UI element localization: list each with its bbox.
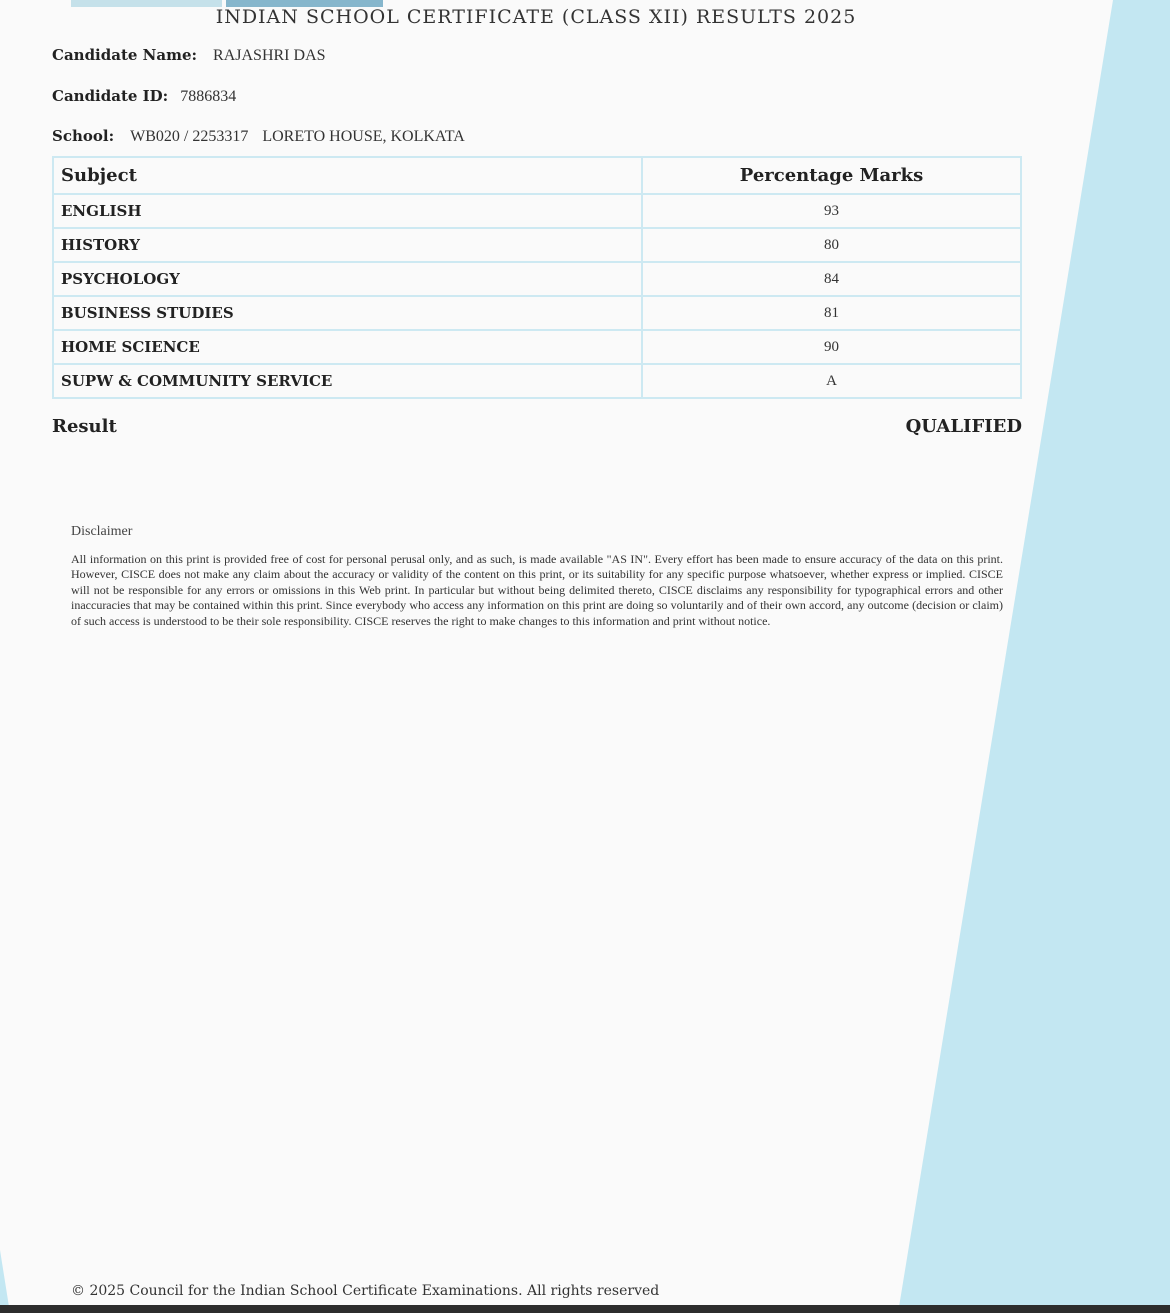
subject-cell: PSYCHOLOGY <box>53 262 642 296</box>
candidate-name-value: RAJASHRI DAS <box>213 47 326 64</box>
marks-cell: 81 <box>642 296 1021 330</box>
result-value: QUALIFIED <box>905 416 1022 437</box>
table-row <box>53 296 1021 330</box>
table-row <box>53 364 1021 398</box>
marks-cell: 90 <box>642 330 1021 364</box>
result-label: Result <box>52 416 117 437</box>
candidate-name-label: Candidate Name: <box>52 46 198 64</box>
marks-column-header: Percentage Marks <box>642 157 1021 194</box>
table-row <box>53 194 1021 228</box>
table-row <box>53 330 1021 364</box>
marks-cell: 80 <box>642 228 1021 262</box>
candidate-id-label: Candidate ID: <box>52 87 169 105</box>
disclaimer-title: Disclaimer <box>71 524 133 539</box>
marks-cell: A <box>642 364 1021 398</box>
table-header-row <box>53 157 1021 194</box>
subject-cell: ENGLISH <box>53 194 642 228</box>
subject-column-header: Subject <box>53 157 642 194</box>
marks-table <box>52 156 1022 399</box>
table-row <box>53 262 1021 296</box>
bottom-strip <box>0 1305 1170 1313</box>
disclaimer-text: All information on this print is provided free of cost for personal perusal only, and as such, is made available "AS IN". Every effort has been made to ensure accuracy of the data on this print. However, CISCE does not make any claim about the accuracy or validity of the content on this print, or its suitability for any specific purpose whatsoever, whether express or implied. CISCE will not be responsible for any errors or omissions in this Web print. In particular but without being delimited thereto, CISCE disclaims any responsibility for typographical errors and other inaccuracies that may be contained within this print. Since everybody who access any information on this print are doing so voluntarily and of their own accord, any outcome (decision or claim) of such access is understood to be their sole responsibility. CISCE reserves the right to make changes to this information and print without notice. <box>71 552 1003 628</box>
candidate-name-row <box>52 46 326 65</box>
page-title: INDIAN SCHOOL CERTIFICATE (CLASS XII) RESULTS 2025 <box>215 6 857 28</box>
table-row <box>53 228 1021 262</box>
candidate-id-value: 7886834 <box>180 88 237 105</box>
school-name: LORETO HOUSE, KOLKATA <box>262 128 465 145</box>
school-row <box>52 127 465 146</box>
school-code: WB020 / 2253317 <box>130 128 249 145</box>
copyright-footer: © 2025 Council for the Indian School Certificate Examinations. All rights reserved <box>71 1283 660 1299</box>
subject-cell: HISTORY <box>53 228 642 262</box>
marks-cell: 84 <box>642 262 1021 296</box>
subject-cell: BUSINESS STUDIES <box>53 296 642 330</box>
marks-cell: 93 <box>642 194 1021 228</box>
subject-cell: HOME SCIENCE <box>53 330 642 364</box>
school-label: School: <box>52 127 115 145</box>
candidate-id-row <box>52 87 236 106</box>
subject-cell: SUPW & COMMUNITY SERVICE <box>53 364 642 398</box>
